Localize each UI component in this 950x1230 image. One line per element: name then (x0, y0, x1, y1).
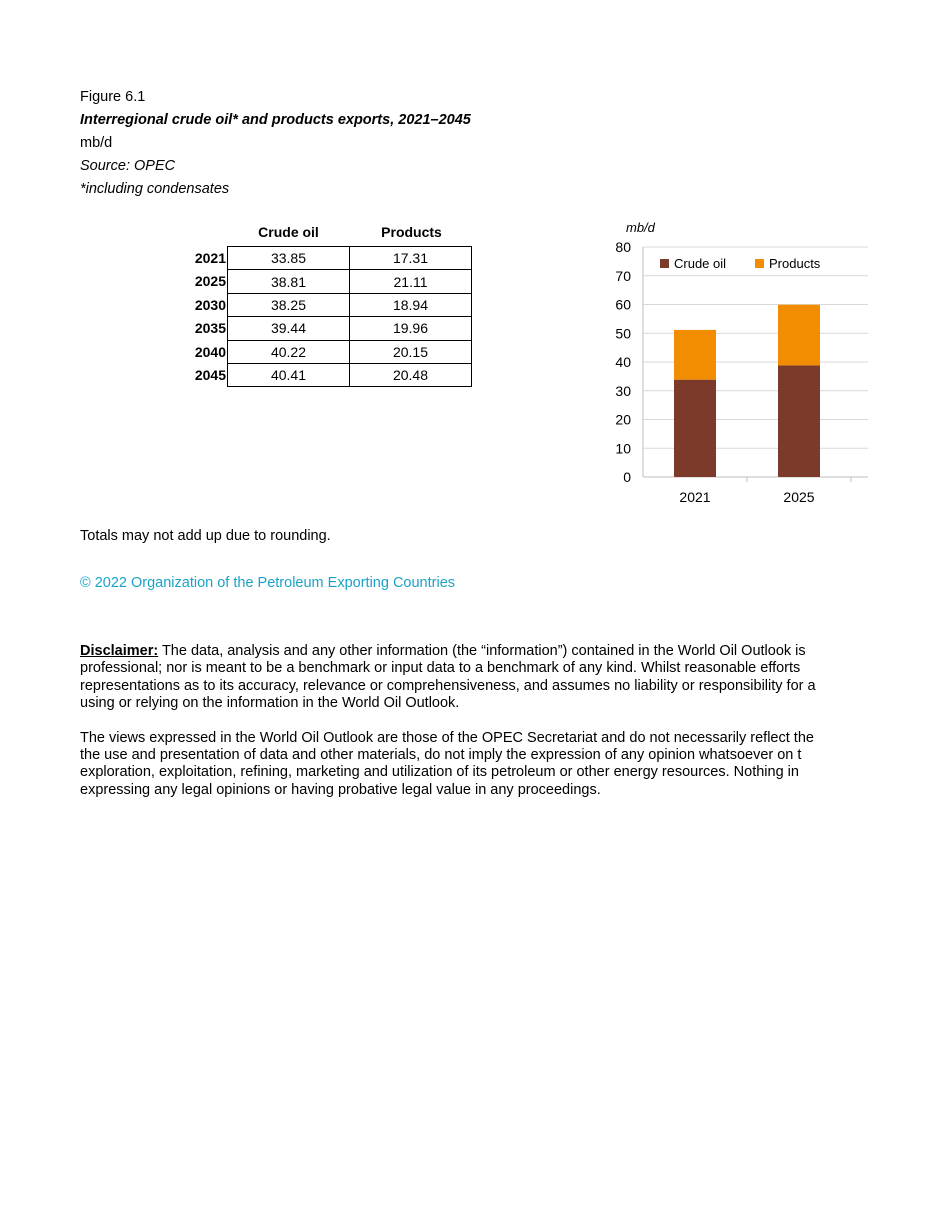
source-label: Source: OPEC (80, 158, 176, 174)
figure-title: Interregional crude oil* and products exports, 2021–2045 (80, 112, 471, 128)
table-cell-crude: 40.41 (228, 363, 350, 386)
x-tick-label: 2021 (679, 489, 711, 505)
y-tick-label: 70 (615, 267, 631, 284)
y-tick-label: 30 (615, 382, 631, 399)
unit-label: mb/d (80, 135, 113, 151)
row-label-year: 2021 (194, 250, 226, 266)
y-tick-label: 60 (615, 296, 631, 313)
row-label-year: 2025 (194, 273, 226, 289)
bar-products (674, 330, 716, 380)
copyright-notice: © 2022 Organization of the Petroleum Exporting Countries (80, 575, 456, 591)
bar-products (778, 305, 820, 366)
table-row (228, 340, 472, 363)
table-cell-products: 20.15 (350, 340, 472, 363)
disclaimer-line: representations as to its accuracy, relevance or comprehensiveness, and assumes no liability or responsibility for a (80, 677, 816, 694)
legend-label: Products (769, 256, 821, 271)
rounding-note: Totals may not add up due to rounding. (80, 528, 331, 544)
row-label-year: 2045 (194, 367, 226, 383)
legend-swatch (755, 259, 764, 268)
views-line: the use and presentation of data and other materials, do not imply the expression of any opinion whatsoever on t (80, 747, 802, 764)
row-label-year: 2040 (194, 344, 226, 360)
y-tick-label: 40 (615, 354, 631, 370)
column-header-products: Products (381, 224, 442, 240)
table-row (228, 363, 472, 386)
y-axis-label: mb/d (626, 220, 655, 235)
table-cell-products: 20.48 (350, 363, 472, 386)
bar-crude-oil (674, 380, 716, 477)
disclaimer (80, 643, 868, 799)
y-tick-label: 10 (615, 440, 631, 457)
stacked-bar-chart (570, 216, 868, 516)
data-grid (227, 246, 472, 387)
bar-crude-oil (778, 365, 820, 477)
table-cell-crude: 40.22 (228, 340, 350, 363)
table-row (228, 270, 472, 293)
table-cell-crude: 38.25 (228, 293, 350, 316)
table-cell-products: 21.11 (350, 270, 472, 293)
row-label-year: 2030 (194, 297, 226, 313)
table-cell-crude: 39.44 (228, 317, 350, 340)
table-cell-products: 18.94 (350, 293, 472, 316)
x-tick-label: 2025 (783, 489, 815, 505)
legend-swatch (660, 259, 669, 268)
row-label-year: 2035 (194, 320, 226, 336)
table-cell-products: 17.31 (350, 247, 472, 270)
figure-label: Figure 6.1 (80, 89, 146, 105)
legend-label: Crude oil (674, 256, 727, 271)
disclaimer-label: Disclaimer: (80, 643, 159, 659)
disclaimer-line: using or relying on the information in the World Oil Outlook. (80, 695, 460, 712)
table-cell-crude: 38.81 (228, 270, 350, 293)
disclaimer-line (80, 643, 868, 660)
y-tick-label: 50 (615, 325, 631, 342)
table-cell-products: 19.96 (350, 317, 472, 340)
views-line: expressing any legal opinions or having probative legal value in any proceedings. (80, 781, 601, 798)
y-tick-label: 0 (623, 469, 631, 485)
table-cell-crude: 33.85 (228, 247, 350, 270)
table-row (228, 247, 472, 270)
footnote-label: *including condensates (80, 181, 230, 197)
disclaimer-line: professional; nor is meant to be a benchmark or input data to a benchmark of any kind. Whilst reasonable efforts (80, 660, 801, 677)
y-tick-label: 20 (615, 411, 631, 428)
y-tick-label: 80 (615, 239, 631, 255)
views-line: The views expressed in the World Oil Outlook are those of the OPEC Secretariat and do not necessarily reflect the (80, 729, 814, 746)
column-header-crude: Crude oil (258, 224, 319, 240)
disclaimer-text: The data, analysis and any other information (the “information”) contained in the World Oil Outlook is (158, 643, 806, 659)
table-row (228, 317, 472, 340)
table-row (228, 293, 472, 316)
views-line: exploration, exploitation, refining, marketing and utilization of its petroleum or other energy resources. Nothing in (80, 764, 799, 781)
